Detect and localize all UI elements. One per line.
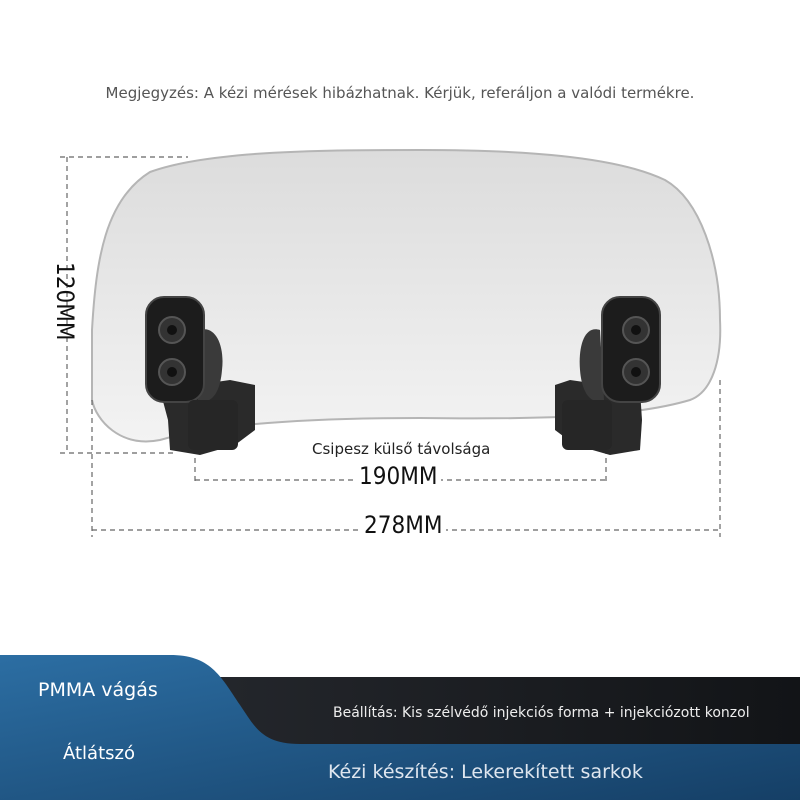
width-dimension-label: 278MM — [360, 511, 446, 539]
pmma-cut-label: PMMA vágás — [38, 679, 158, 701]
handmade-label: Kézi készítés: Lekerekített sarkok — [328, 761, 643, 783]
clip-distance-label: Csipesz külső távolsága — [312, 440, 491, 458]
height-dimension-label: 120MM — [51, 262, 79, 341]
setting-label: Beállítás: Kis szélvédő injekciós forma + injekciózott konzol — [333, 705, 750, 721]
clip-distance-value: 190MM — [355, 462, 441, 490]
transparent-label: Átlátszó — [63, 743, 135, 764]
measurement-note: Megjegyzés: A kézi mérések hibázhatnak. Kérjük, referáljon a valódi termékre. — [105, 84, 695, 102]
